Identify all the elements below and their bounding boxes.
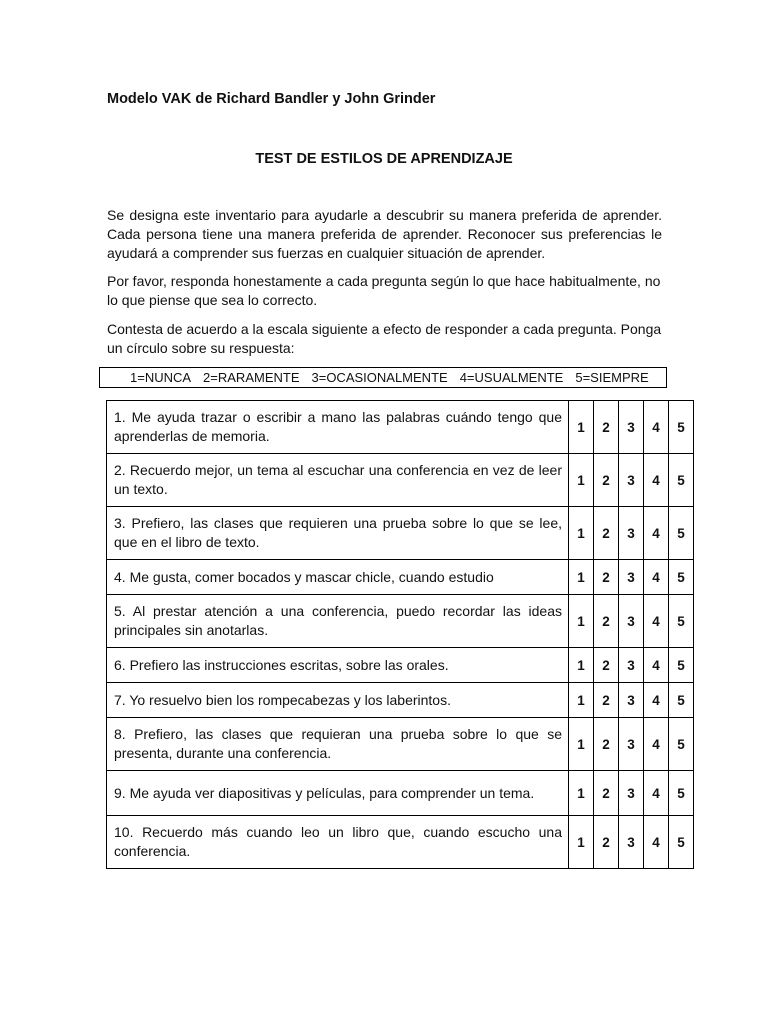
question-text: 5. Al prestar atención a una conferencia, puedo recordar las ideas principales sin anotarlas. bbox=[107, 595, 569, 648]
question-row bbox=[107, 507, 694, 560]
question-row bbox=[107, 648, 694, 683]
answer-option-4[interactable]: 4 bbox=[644, 683, 669, 718]
answer-option-5[interactable]: 5 bbox=[669, 648, 694, 683]
answer-option-5[interactable]: 5 bbox=[669, 507, 694, 560]
answer-option-4[interactable]: 4 bbox=[644, 648, 669, 683]
answer-option-2[interactable]: 2 bbox=[594, 683, 619, 718]
scale-item: 5=SIEMPRE bbox=[575, 370, 649, 385]
answer-option-4[interactable]: 4 bbox=[644, 507, 669, 560]
answer-option-5[interactable]: 5 bbox=[669, 718, 694, 771]
question-row bbox=[107, 595, 694, 648]
answer-option-3[interactable]: 3 bbox=[619, 595, 644, 648]
answer-option-3[interactable]: 3 bbox=[619, 560, 644, 595]
question-text: 9. Me ayuda ver diapositivas y películas, para comprender un tema. bbox=[107, 771, 569, 816]
test-title: TEST DE ESTILOS DE APRENDIZAJE bbox=[255, 151, 513, 167]
answer-option-3[interactable]: 3 bbox=[619, 683, 644, 718]
answer-option-5[interactable]: 5 bbox=[669, 595, 694, 648]
answer-option-1[interactable]: 1 bbox=[569, 771, 594, 816]
answer-option-2[interactable]: 2 bbox=[594, 771, 619, 816]
answer-option-1[interactable]: 1 bbox=[569, 648, 594, 683]
question-text: 7. Yo resuelvo bien los rompecabezas y los laberintos. bbox=[107, 683, 569, 718]
answer-option-1[interactable]: 1 bbox=[569, 595, 594, 648]
intro-paragraph-3: Contesta de acuerdo a la escala siguiente a efecto de responder a cada pregunta. Ponga un círculo sobre su respuesta: bbox=[107, 321, 662, 356]
intro-paragraph-2: Por favor, responda honestamente a cada pregunta según lo que hace habitualmente, no lo que piense que sea lo correcto. bbox=[107, 273, 661, 308]
answer-option-3[interactable]: 3 bbox=[619, 648, 644, 683]
answer-option-4[interactable]: 4 bbox=[644, 771, 669, 816]
answer-option-5[interactable]: 5 bbox=[669, 683, 694, 718]
answer-option-1[interactable]: 1 bbox=[569, 718, 594, 771]
question-row bbox=[107, 771, 694, 816]
answer-option-2[interactable]: 2 bbox=[594, 454, 619, 507]
answer-option-5[interactable]: 5 bbox=[669, 771, 694, 816]
answer-option-4[interactable]: 4 bbox=[644, 718, 669, 771]
scale-item: 1=NUNCA bbox=[130, 370, 192, 385]
answer-option-5[interactable]: 5 bbox=[669, 401, 694, 454]
scale-legend bbox=[99, 367, 667, 388]
answer-option-3[interactable]: 3 bbox=[619, 718, 644, 771]
answer-option-4[interactable]: 4 bbox=[644, 401, 669, 454]
answer-option-4[interactable]: 4 bbox=[644, 595, 669, 648]
answer-option-4[interactable]: 4 bbox=[644, 560, 669, 595]
answer-option-2[interactable]: 2 bbox=[594, 507, 619, 560]
question-row bbox=[107, 683, 694, 718]
answer-option-1[interactable]: 1 bbox=[569, 401, 594, 454]
question-row bbox=[107, 816, 694, 869]
answer-option-2[interactable]: 2 bbox=[594, 816, 619, 869]
answer-option-5[interactable]: 5 bbox=[669, 454, 694, 507]
answer-option-5[interactable]: 5 bbox=[669, 560, 694, 595]
answer-option-3[interactable]: 3 bbox=[619, 454, 644, 507]
question-row bbox=[107, 454, 694, 507]
answer-option-3[interactable]: 3 bbox=[619, 816, 644, 869]
question-row bbox=[107, 401, 694, 454]
answer-option-1[interactable]: 1 bbox=[569, 507, 594, 560]
answer-option-1[interactable]: 1 bbox=[569, 454, 594, 507]
answer-option-1[interactable]: 1 bbox=[569, 816, 594, 869]
answer-option-3[interactable]: 3 bbox=[619, 401, 644, 454]
question-text: 8. Prefiero, las clases que requieran una prueba sobre lo que se presenta, durante una conferencia. bbox=[107, 718, 569, 771]
answer-option-3[interactable]: 3 bbox=[619, 771, 644, 816]
question-row bbox=[107, 718, 694, 771]
model-title: Modelo VAK de Richard Bandler y John Grinder bbox=[107, 91, 436, 107]
answer-option-4[interactable]: 4 bbox=[644, 816, 669, 869]
scale-item: 3=OCASIONALMENTE bbox=[311, 370, 448, 385]
answer-option-1[interactable]: 1 bbox=[569, 560, 594, 595]
question-text: 6. Prefiero las instrucciones escritas, sobre las orales. bbox=[107, 648, 569, 683]
answer-option-2[interactable]: 2 bbox=[594, 648, 619, 683]
answer-option-2[interactable]: 2 bbox=[594, 560, 619, 595]
answer-option-3[interactable]: 3 bbox=[619, 507, 644, 560]
question-text: 10. Recuerdo más cuando leo un libro que, cuando escucho una conferencia. bbox=[107, 816, 569, 869]
answer-option-2[interactable]: 2 bbox=[594, 401, 619, 454]
answer-option-5[interactable]: 5 bbox=[669, 816, 694, 869]
answer-option-2[interactable]: 2 bbox=[594, 718, 619, 771]
answer-option-4[interactable]: 4 bbox=[644, 454, 669, 507]
answer-option-2[interactable]: 2 bbox=[594, 595, 619, 648]
question-text: 1. Me ayuda trazar o escribir a mano las palabras cuándo tengo que aprenderlas de memoria. bbox=[107, 401, 569, 454]
question-text: 4. Me gusta, comer bocados y mascar chicle, cuando estudio bbox=[107, 560, 569, 595]
scale-item: 4=USUALMENTE bbox=[459, 370, 564, 385]
question-text: 2. Recuerdo mejor, un tema al escuchar una conferencia en vez de leer un texto. bbox=[107, 454, 569, 507]
scale-item: 2=RARAMENTE bbox=[203, 370, 300, 385]
question-text: 3. Prefiero, las clases que requieren una prueba sobre lo que se lee, que en el libro de texto. bbox=[107, 507, 569, 560]
answer-option-1[interactable]: 1 bbox=[569, 683, 594, 718]
intro-paragraph-1: Se designa este inventario para ayudarle a descubrir su manera preferida de aprender. Cada persona tiene una manera preferida de aprender. Reconocer sus preferencias le ayudará a comprender sus fuerzas en cualquier situación de aprender. bbox=[107, 207, 662, 261]
question-row bbox=[107, 560, 694, 595]
questions-table bbox=[106, 400, 694, 869]
